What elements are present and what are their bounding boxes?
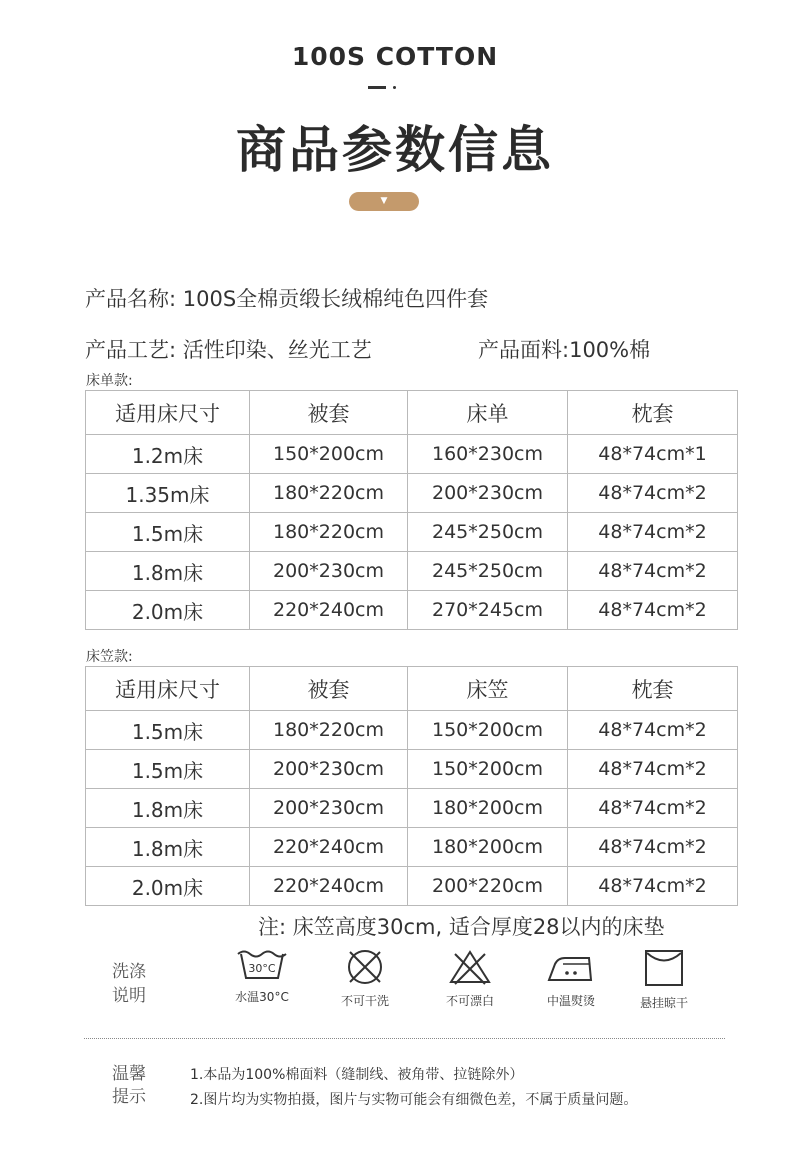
product-name-label: 产品名称:: [85, 287, 177, 311]
cell-pillowcase: 48*74cm*2: [568, 750, 738, 789]
cell-duvet-cover: 180*220cm: [250, 474, 408, 513]
svg-text:30°C: 30°C: [248, 962, 276, 975]
fitted-section-label: 床笠款:: [86, 649, 133, 665]
product-name-value: 100S全棉贡缎长绒棉纯色四件套: [182, 287, 489, 311]
header-bed-sheet: 床单: [408, 391, 568, 435]
header-bed-size: 适用床尺寸: [86, 667, 250, 711]
sheet-section-label: 床单款:: [86, 373, 133, 389]
cell-pillowcase: 48*74cm*2: [568, 828, 738, 867]
washing-label-line1: 洗涤: [112, 962, 146, 982]
cell-fitted-sheet: 150*200cm: [408, 711, 568, 750]
triangle-down-icon: ▼: [349, 192, 419, 211]
header-pillowcase: 枕套: [568, 391, 738, 435]
product-fabric-value: 100%棉: [569, 338, 651, 362]
cell-pillowcase: 48*74cm*2: [568, 552, 738, 591]
cell-fitted-sheet: 200*220cm: [408, 867, 568, 906]
cell-bed-size: 1.8m床: [86, 789, 250, 828]
fitted-sheet-note: 注: 床笠高度30cm, 适合厚度28以内的床垫: [258, 915, 665, 939]
care-caption-medium-iron: 中温熨烫: [546, 994, 595, 1008]
table-header-row: [86, 667, 738, 711]
cell-bed-size: 2.0m床: [86, 867, 250, 906]
cell-bed-size: 1.8m床: [86, 552, 250, 591]
care-item-no-bleach: [430, 948, 510, 1009]
care-caption-wash-30: 水温30°C: [235, 990, 289, 1004]
tips-label-line1: 温馨: [112, 1064, 146, 1084]
title-dash-decoration: [368, 86, 386, 89]
table-header-row: [86, 391, 738, 435]
no-dry-clean-icon: [345, 948, 385, 986]
care-item-no-dry-clean: [325, 948, 405, 1009]
care-item-wash-30: [222, 948, 302, 1005]
title-dot-decoration: [393, 86, 396, 89]
cell-duvet-cover: 200*230cm: [250, 789, 408, 828]
care-caption-hang-dry: 悬挂晾干: [639, 996, 688, 1010]
header-bed-size: 适用床尺寸: [86, 391, 250, 435]
page-title: 商品参数信息: [236, 121, 554, 179]
cell-pillowcase: 48*74cm*2: [568, 474, 738, 513]
table-row: [86, 435, 738, 474]
product-fabric-label: 产品面料:: [478, 338, 570, 362]
care-caption-no-bleach: 不可漂白: [445, 994, 494, 1008]
cell-pillowcase: 48*74cm*1: [568, 435, 738, 474]
table-row: [86, 552, 738, 591]
cell-bed-size: 1.8m床: [86, 828, 250, 867]
sheet-size-table: [85, 390, 738, 630]
dotted-divider: [84, 1038, 725, 1039]
table-row: [86, 789, 738, 828]
cell-bed-size: 1.5m床: [86, 711, 250, 750]
cell-fitted-sheet: 180*200cm: [408, 789, 568, 828]
header-duvet-cover: 被套: [250, 667, 408, 711]
tips-label-line2: 提示: [112, 1087, 146, 1107]
wash-30-icon: [235, 948, 289, 982]
header-duvet-cover: 被套: [250, 391, 408, 435]
cell-duvet-cover: 220*240cm: [250, 867, 408, 906]
cell-duvet-cover: 180*220cm: [250, 711, 408, 750]
header-pillowcase: 枕套: [568, 667, 738, 711]
cell-pillowcase: 48*74cm*2: [568, 867, 738, 906]
cell-duvet-cover: 200*230cm: [250, 552, 408, 591]
cell-fitted-sheet: 180*200cm: [408, 828, 568, 867]
product-name-line: [85, 283, 488, 313]
care-item-medium-iron: [531, 948, 611, 1009]
table-row: [86, 867, 738, 906]
cell-pillowcase: 48*74cm*2: [568, 591, 738, 630]
cell-duvet-cover: 220*240cm: [250, 591, 408, 630]
fitted-sheet-size-table: [85, 666, 738, 906]
cell-bed-sheet: 245*250cm: [408, 513, 568, 552]
cell-bed-size: 1.5m床: [86, 750, 250, 789]
cell-bed-sheet: 270*245cm: [408, 591, 568, 630]
tip-item: 1.本品为100%棉面料（缝制线、被角带、拉链除外）: [190, 1067, 524, 1083]
product-fabric-line: [478, 334, 650, 364]
cell-pillowcase: 48*74cm*2: [568, 513, 738, 552]
table-row: [86, 750, 738, 789]
table-row: [86, 474, 738, 513]
hang-dry-icon: [642, 948, 686, 988]
tip-item: 2.图片均为实物拍摄，图片与实物可能会有细微色差，不属于质量问题。: [190, 1092, 638, 1108]
english-title: 100S COTTON: [291, 42, 499, 71]
table-row: [86, 591, 738, 630]
cell-bed-sheet: 160*230cm: [408, 435, 568, 474]
cell-bed-sheet: 200*230cm: [408, 474, 568, 513]
cell-duvet-cover: 200*230cm: [250, 750, 408, 789]
table-row: [86, 711, 738, 750]
table-row: [86, 513, 738, 552]
washing-label-line2: 说明: [112, 986, 146, 1006]
tips-label: [112, 1063, 146, 1109]
washing-label: [112, 960, 146, 1008]
cell-pillowcase: 48*74cm*2: [568, 711, 738, 750]
cell-pillowcase: 48*74cm*2: [568, 789, 738, 828]
cell-bed-size: 1.5m床: [86, 513, 250, 552]
medium-iron-icon: [545, 948, 597, 986]
product-craft-line: [85, 334, 372, 364]
cell-duvet-cover: 220*240cm: [250, 828, 408, 867]
care-caption-no-dry-clean: 不可干洗: [340, 994, 389, 1008]
cell-bed-size: 2.0m床: [86, 591, 250, 630]
cell-bed-size: 1.35m床: [86, 474, 250, 513]
cell-fitted-sheet: 150*200cm: [408, 750, 568, 789]
care-item-hang-dry: [624, 948, 704, 1011]
no-bleach-icon: [447, 948, 493, 986]
header-fitted-sheet: 床笠: [408, 667, 568, 711]
product-craft-label: 产品工艺:: [85, 338, 177, 362]
cell-bed-size: 1.2m床: [86, 435, 250, 474]
product-craft-value: 活性印染、丝光工艺: [182, 338, 372, 362]
cell-bed-sheet: 245*250cm: [408, 552, 568, 591]
cell-duvet-cover: 150*200cm: [250, 435, 408, 474]
cell-duvet-cover: 180*220cm: [250, 513, 408, 552]
table-row: [86, 828, 738, 867]
